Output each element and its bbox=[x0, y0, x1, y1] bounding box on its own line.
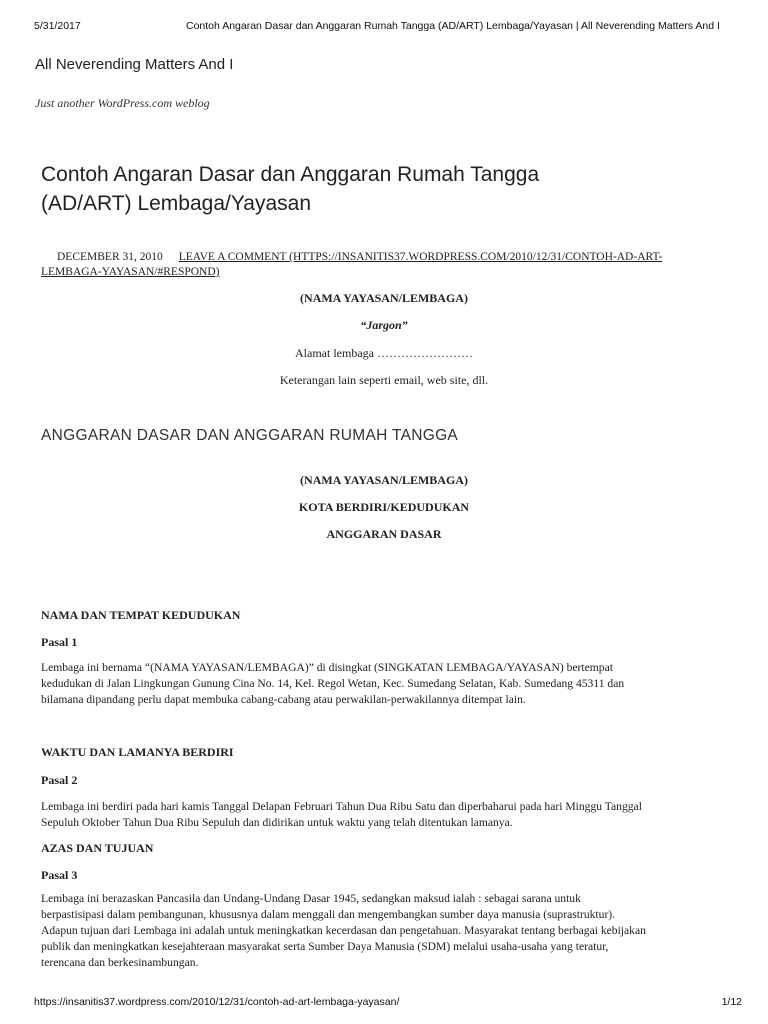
article-heading: NAMA DAN TEMPAT KEDUDUKAN bbox=[41, 608, 241, 622]
section-city: KOTA BERDIRI/KEDUDUKAN bbox=[298, 500, 470, 514]
paragraph-line: Lembaga ini bernama “(NAMA YAYASAN/LEMBAGA)” di disingkat (SINGKATAN LEMBAGA/YAYASAN) bertempat bbox=[41, 661, 613, 674]
post-title-line-1: Contoh Angaran Dasar dan Anggaran Rumah Tangga bbox=[41, 163, 540, 186]
article-heading: WAKTU DAN LAMANYA BERDIRI bbox=[41, 745, 234, 759]
post-title-line-2: (AD/ART) Lembaga/Yayasan bbox=[41, 192, 312, 215]
article-paragraph bbox=[41, 799, 727, 831]
post-title bbox=[41, 160, 681, 218]
page-number: 1/12 bbox=[721, 996, 742, 1008]
letterhead-jargon: “Jargon” bbox=[360, 318, 408, 332]
article-pasal: Pasal 2 bbox=[41, 773, 78, 787]
print-page-title: Contoh Angaran Dasar dan Anggaran Rumah Tangga (AD/ART) Lembaga/Yayasan | All Neverending Matters And I bbox=[186, 20, 720, 32]
post-meta bbox=[41, 250, 721, 280]
print-url: https://insanitis37.wordpress.com/2010/12/31/contoh-ad-art-lembaga-yayasan/ bbox=[34, 996, 400, 1008]
paragraph-line: Lembaga ini berazaskan Pancasila dan Undang-Undang Dasar 1945, sedangkan maksud ialah : sebagai sarana untuk bbox=[41, 892, 581, 905]
article-paragraph bbox=[41, 660, 727, 708]
letterhead-address: Alamat lembaga …………………… bbox=[295, 346, 473, 360]
paragraph-line: terencana dan berkesinambungan. bbox=[41, 956, 199, 969]
leave-comment-link-line-1[interactable]: LEAVE A COMMENT (HTTPS://INSANITIS37.WORDPRESS.COM/2010/12/31/CONTOH-AD-ART- bbox=[178, 251, 663, 263]
post-date[interactable]: DECEMBER 31, 2010 bbox=[57, 251, 163, 263]
section-heading: ANGGARAN DASAR DAN ANGGARAN RUMAH TANGGA bbox=[41, 427, 459, 444]
section-org-name: (NAMA YAYASAN/LEMBAGA) bbox=[300, 473, 468, 487]
article-pasal: Pasal 3 bbox=[41, 868, 78, 882]
paragraph-line: publik dan meningkatkan kesejahteraan masyarakat serta Sumber Daya Manusia (SDM) melalui usaha-usaha yang teratur, bbox=[41, 940, 609, 953]
paragraph-line: kedudukan di Jalan Lingkungan Gunung Cina No. 14, Kel. Regol Wetan, Kec. Sumedang Selatan, Kab. Sumedang 45311 dan bbox=[41, 677, 625, 690]
paragraph-line: berpastisipasi dalam pembangunan, khususnya dalam menggali dan mengembangkan sumber daya manusia (suprastruktur). bbox=[41, 908, 616, 921]
article-heading: AZAS DAN TUJUAN bbox=[41, 841, 154, 855]
print-date: 5/31/2017 bbox=[34, 20, 81, 32]
site-tagline: Just another WordPress.com weblog bbox=[35, 96, 210, 110]
paragraph-line: Sepuluh Oktober Tahun Dua Ribu Sepuluh dan didirikan untuk waktu yang telah ditentukan lamanya. bbox=[41, 816, 513, 829]
letterhead-other: Keterangan lain seperti email, web site, dll. bbox=[279, 373, 489, 387]
paragraph-line: bilamana dipandang perlu dapat membuka cabang-cabang atau perwakilan-perwakilannya ditempat lain. bbox=[41, 693, 526, 706]
paragraph-line: Lembaga ini berdiri pada hari kamis Tanggal Delapan Februari Tahun Dua Ribu Satu dan diperbaharui pada hari Minggu Tanggal bbox=[41, 800, 642, 813]
letterhead-name: (NAMA YAYASAN/LEMBAGA) bbox=[300, 291, 468, 305]
print-footer bbox=[34, 996, 742, 1010]
section-doc-title: ANGGARAN DASAR bbox=[326, 527, 442, 541]
site-title[interactable]: All Neverending Matters And I bbox=[35, 56, 234, 73]
article-paragraph bbox=[41, 891, 727, 971]
paragraph-line: Adapun tujuan dari Lembaga ini adalah untuk meningkatkan kecerdasan dan pengetahuan. Masyarakat tentang berbagai kebijakan bbox=[41, 924, 646, 937]
leave-comment-link-line-2[interactable]: LEMBAGA-YAYASAN/#RESPOND) bbox=[41, 266, 220, 278]
article-pasal: Pasal 1 bbox=[41, 635, 78, 649]
print-header bbox=[26, 20, 744, 34]
